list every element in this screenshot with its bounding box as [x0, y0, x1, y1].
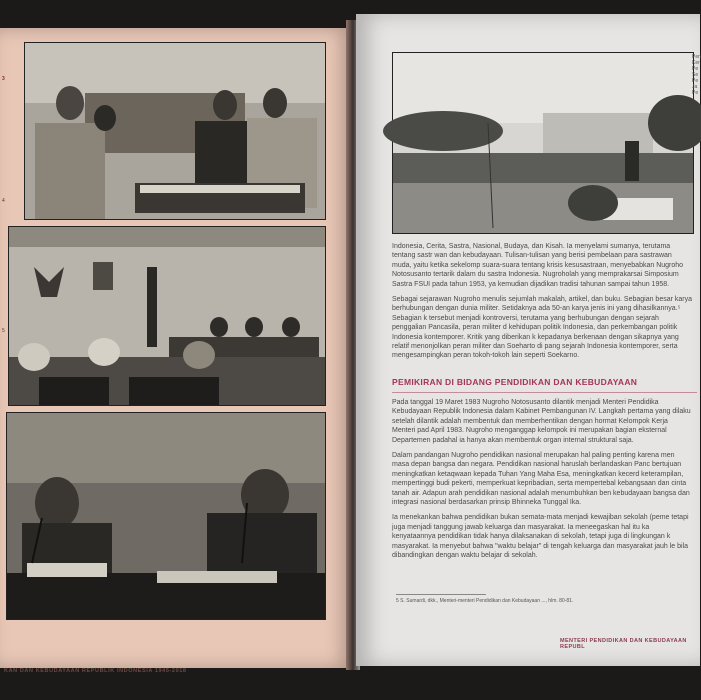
- photo-outdoor-ceremony: [392, 52, 694, 234]
- heading-divider: [392, 392, 697, 393]
- caption-line: Pe: [692, 90, 699, 96]
- paragraph: Indonesia, Cerita, Sastra, Nasional, Budaya, dan Kisah. Ia menyelami sumanya, terutama tentang sastr wan dan kebudayaan. Tulisan-tulisan yang berisi pembelaan para sastrawan muda, yaitu ketika sekelomp suara-suara tentang krisis kesusastraan, menyebabkan Nugroho Notosusanto tertarik dalam du sastra Indonesia. Nugroholah yang memprakarsai Simposium Sastra FSUI pada tahun 1953, ya kemudian dijadikan tradisi tahunan sampai tahun 1958.: [392, 243, 684, 288]
- paragraph: Ia menekankan bahwa pendidikan bukan semata-mata menjadi kewajiban sekolah (peme tetapi juga menjadi tanggung jawab keluarga dan masyarakat. Ia meneegaskan hal itu ka kenyataannya pendidikan tidak hanya dilaksanakan di sekolah, tetapi juga di lingkungan k masyarakat. Ia menyebut bahwa "waktu belajar" di tengah keluarga dan masyarakat jauh le bila dibandingkan dengan waktu belajar di sekolah.: [392, 514, 689, 560]
- caption-marker-2: 4: [2, 198, 5, 204]
- caption-line: Pe: [692, 66, 699, 72]
- caption-line: Ker: [692, 60, 700, 66]
- caption-marker: 3: [2, 76, 5, 82]
- paragraph: Pada tanggal 19 Maret 1983 Nugroho Notosusanto dilantik menjadi Menteri Pendidika Kebudayaan Republik Indonesia dalam Kabinet Pembangunan IV. Langkah pertama yang dilaku setelah dilantik adalah membentuk dan memberhentikan dengan hormat Kelompok Kerja Menteri pad April 1983. Nugroho menganggap kelompok ini merupakan bagian eksternal Departemen padahal ia hanya akan membentuk organ internal struktural saja.: [392, 399, 691, 444]
- left-photo-caption: [2, 76, 5, 82]
- caption-line: Ja: [692, 84, 698, 90]
- intro-text: [392, 242, 692, 367]
- photo-meeting-room: [8, 226, 326, 406]
- left-page: [0, 28, 352, 674]
- footer-right: MENTERI PENDIDIKAN DAN KEBUDAYAAN REPUBL: [560, 638, 687, 650]
- photo-signing-ceremony: [24, 42, 326, 220]
- right-photo-caption: [692, 54, 701, 96]
- caption-line: Pe: [692, 78, 699, 84]
- section-heading: PEMIKIRAN DI BIDANG PENDIDIKAN DAN KEBUDAYAAN: [392, 377, 638, 387]
- caption-line: Pen: [692, 54, 701, 60]
- footnote: 5 S. Sumardi, dkk., Menteri-menteri Pendidikan dan Kebudayaan ..., hlm. 80-81.: [396, 598, 574, 604]
- photo-officials-at-table: [6, 412, 326, 620]
- paragraph: Sebagai sejarawan Nugroho menulis sejumlah makalah, artikel, dan buku. Sebagian besar karya berhubungan dengan dunia militer. Setidaknya ada 50-an karya jenis ini yang dihasilkannya.⁵ Sebagian k tersebut menjadi kontroversi, terutama yang berhubungan dengan sejarah penggalian Pancasila, peran militer d kehidupan politik Indonesia, dan perkembangan politik Indonesia kontemporer. Kritik yang diberikan k kepadanya berkenaan dengan sikapnya yang relatif menonjolkan peran militer dan Soeharto di pang sejarah Indonesia kontemporer, serta mengesampingkan peran tokoh-tokoh lain seperti Soekarno.: [392, 296, 693, 360]
- footer-left: KAN DAN KEBUDAYAAN REPUBLIK INDONESIA 1945-2018: [4, 668, 187, 674]
- paragraph: Dalam pandangan Nugroho pendidikan nasional merupakan hal paling penting karena men masa depan bangsa dan negara. Pendidikan nasional haruslah berlandaskan Panc bertujuan meningkatkan ketaqwaan kepada Tuhan Yang Maha Esa, meningkatkan kecerd keterampilan, mempertinggi budi pekerti, memperkuat kepribadian, serta mempertebal kebangsaan dan cinta tanah air. Adapun arah pendidikan nasional adalah menumbuhkan ben kebudayaan bangsa dan integrasi nasional berdasarkan prinsip Bhinneka Tunggal Ika.: [392, 452, 690, 507]
- caption-line: Se: [692, 72, 699, 78]
- footnote-divider: [396, 594, 486, 595]
- section-text: [392, 398, 692, 567]
- caption-marker-3: 5: [2, 328, 5, 334]
